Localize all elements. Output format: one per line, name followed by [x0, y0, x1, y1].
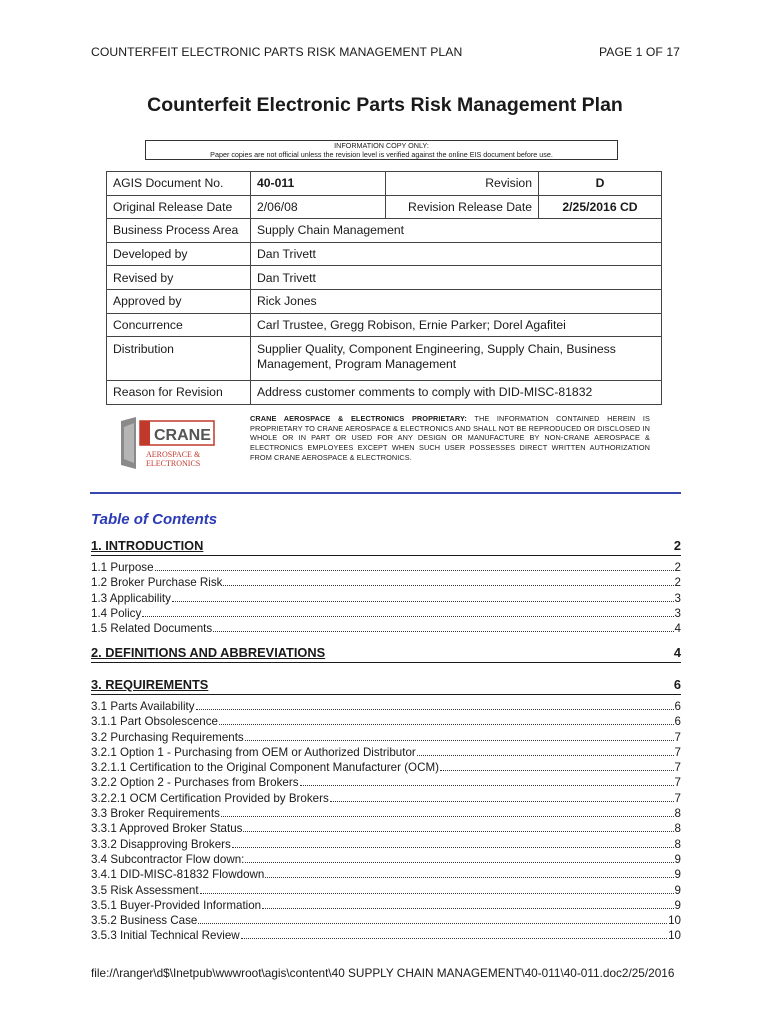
toc-entry-page: 9 [674, 898, 681, 912]
release-date-value: 2/06/08 [251, 195, 386, 219]
toc-entry[interactable] [91, 775, 681, 790]
release-date-label: Original Release Date [107, 195, 251, 219]
toc-entry[interactable] [91, 928, 681, 943]
table-row [107, 172, 662, 196]
reason-label: Reason for Revision [107, 381, 251, 405]
toc-leader-dots [213, 622, 673, 632]
toc-entry-label: 3.5 Risk Assessment [91, 883, 199, 897]
toc-entry-page: 7 [674, 791, 681, 805]
toc-entry-page: 7 [674, 745, 681, 759]
toc-entry-label: 3.2.1.1 Certification to the Original Component Manufacturer (OCM) [91, 761, 439, 775]
toc-entry-label: 3.5.3 Initial Technical Review [91, 929, 240, 943]
toc-leader-dots [142, 607, 673, 617]
table-row [107, 195, 662, 219]
concurrence-value: Carl Trustee, Gregg Robison, Ernie Parker; Dorel Agafitei [251, 313, 662, 337]
toc-entry-page: 10 [668, 914, 681, 928]
notice-text: Paper copies are not official unless the revision level is verified against the online EIS document before use. [210, 149, 553, 159]
approved-by-label: Approved by [107, 289, 251, 313]
information-copy-notice [145, 140, 618, 160]
toc-entry[interactable] [91, 913, 681, 928]
toc-leader-dots [262, 899, 673, 909]
divider [91, 662, 681, 663]
toc-leader-dots [223, 576, 673, 586]
toc-entry-label: 3.2.1 Option 1 - Purchasing from OEM or Authorized Distributor [91, 745, 416, 759]
toc-entry-page: 2 [674, 561, 681, 574]
logo-sub2: ELECTRONICS [146, 459, 201, 468]
toc-leader-dots [196, 700, 674, 710]
toc-entry-label: 3.5.2 Business Case [91, 914, 198, 928]
toc-leader-dots [200, 884, 674, 894]
toc-entry-page: 4 [674, 622, 681, 636]
toc-entry-page: 3 [674, 591, 681, 605]
toc-entry-label: 3.3.1 Approved Broker Status [91, 822, 243, 836]
toc-entry[interactable] [91, 760, 681, 775]
toc-entry-label: 3.3 Broker Requirements [91, 807, 220, 821]
concurrence-label: Concurrence [107, 313, 251, 337]
toc-entry[interactable] [91, 606, 681, 621]
toc-entry-page: 8 [674, 837, 681, 851]
toc-leader-dots [172, 592, 674, 602]
toc-section-label: 2. DEFINITIONS AND ABBREVIATIONS [91, 645, 326, 660]
page-number: PAGE 1 OF 17 [599, 45, 680, 59]
toc-entry-page: 3 [674, 606, 681, 620]
toc-entry[interactable] [91, 898, 681, 913]
toc-leader-dots [245, 731, 674, 741]
table-row [107, 242, 662, 266]
toc-entry-page: 7 [674, 730, 681, 744]
toc-entry-label: 1.3 Applicability [91, 591, 171, 605]
proprietary-notice [250, 414, 650, 463]
toc-list-requirements [91, 699, 681, 944]
table-row [107, 381, 662, 405]
toc-entry[interactable] [91, 575, 681, 590]
toc-leader-dots [417, 746, 674, 756]
toc-leader-dots [330, 792, 674, 802]
divider [90, 492, 681, 494]
toc-leader-dots [243, 822, 673, 832]
logo-wordmark: CRANE [154, 427, 211, 444]
running-header-title: COUNTERFEIT ELECTRONIC PARTS RISK MANAGEMENT PLAN [91, 45, 463, 59]
toc-entry[interactable] [91, 591, 681, 606]
toc-section-page: 4 [673, 645, 681, 660]
toc-entry-label: 3.1 Parts Availability [91, 700, 195, 713]
toc-leader-dots [241, 929, 667, 939]
toc-entry-page: 8 [674, 822, 681, 836]
toc-entry[interactable] [91, 821, 681, 836]
logo-sub1: AEROSPACE & [146, 450, 201, 459]
divider [91, 694, 681, 695]
toc-leader-dots [221, 807, 674, 817]
toc-entry-page: 8 [674, 807, 681, 821]
toc-entry-label: 3.4 Subcontractor Flow down: [91, 852, 245, 866]
toc-section-definitions[interactable] [91, 645, 681, 663]
toc-entry-label: 3.5.1 Buyer-Provided Information [91, 898, 262, 912]
toc-entry[interactable] [91, 699, 681, 714]
table-row [107, 219, 662, 243]
toc-entry[interactable] [91, 867, 681, 882]
toc-entry-page: 9 [674, 868, 681, 882]
table-row [107, 289, 662, 313]
document-title: Counterfeit Electronic Parts Risk Management Plan [147, 94, 623, 116]
toc-entry-page: 2 [674, 576, 681, 590]
reason-value: Address customer comments to comply with DID-MISC-81832 [251, 381, 662, 405]
crane-logo [118, 415, 228, 471]
revision-value: D [539, 172, 662, 196]
toc-leader-dots [440, 761, 674, 771]
doc-no-value: 40-011 [251, 172, 386, 196]
toc-entry-page: 7 [674, 761, 681, 775]
toc-entry-page: 6 [674, 715, 681, 729]
toc-section-label: 3. REQUIREMENTS [91, 677, 209, 692]
toc-entry[interactable] [91, 852, 681, 867]
toc-section-page: 2 [673, 538, 681, 553]
table-row [107, 313, 662, 337]
toc-entry[interactable] [91, 883, 681, 898]
toc-entry-label: 3.1.1 Part Obsolescence [91, 715, 218, 729]
toc-entry[interactable] [91, 791, 681, 806]
toc-leader-dots [155, 561, 674, 571]
toc-entry[interactable] [91, 714, 681, 729]
revised-by-value: Dan Trivett [251, 266, 662, 290]
toc-entry-label: 1.1 Purpose [91, 561, 154, 574]
toc-entry-page: 9 [674, 852, 681, 866]
toc-entry[interactable] [91, 730, 681, 745]
toc-entry-page: 7 [674, 776, 681, 790]
notice-heading: INFORMATION COPY ONLY: [334, 141, 429, 150]
toc-section-page: 6 [673, 677, 681, 692]
toc-entry[interactable] [91, 621, 681, 636]
bpa-label: Business Process Area [107, 219, 251, 243]
toc-leader-dots [232, 838, 674, 848]
revised-by-label: Revised by [107, 266, 251, 290]
toc-entry-label: 1.2 Broker Purchase Risk [91, 576, 223, 590]
revision-release-label: Revision Release Date [386, 195, 539, 219]
divider [91, 555, 681, 556]
toc-leader-dots [265, 868, 673, 878]
crane-logo-graphic [118, 415, 228, 471]
table-row [107, 337, 662, 381]
toc-leader-dots [245, 853, 673, 863]
table-row [107, 266, 662, 290]
proprietary-lead: CRANE AEROSPACE & ELECTRONICS PROPRIETARY: [250, 414, 467, 423]
toc-leader-dots [219, 715, 674, 725]
doc-no-label: AGIS Document No. [107, 172, 251, 196]
toc-list-introduction [91, 560, 681, 636]
toc-entry-page: 6 [674, 700, 681, 713]
toc-entry[interactable] [91, 745, 681, 760]
approved-by-value: Rick Jones [251, 289, 662, 313]
file-path-footer: file://\ranger\d$\Inetpub\wwwroot\agis\content\40 SUPPLY CHAIN MANAGEMENT\40-011\40-011.doc2/25/2016 [91, 966, 675, 980]
toc-entry-page: 9 [674, 883, 681, 897]
toc-entry[interactable] [91, 806, 681, 821]
developed-by-value: Dan Trivett [251, 242, 662, 266]
distribution-label: Distribution [107, 337, 251, 381]
toc-entry-label: 1.5 Related Documents [91, 622, 213, 636]
document-metadata-table [106, 171, 662, 405]
toc-leader-dots [300, 776, 674, 786]
toc-entry-label: 3.4.1 DID-MISC-81832 Flowdown [91, 868, 265, 882]
toc-entry-label: 3.2.2.1 OCM Certification Provided by Brokers [91, 791, 329, 805]
toc-entry-label: 1.4 Policy [91, 606, 142, 620]
toc-section-requirements[interactable] [91, 677, 681, 695]
toc-entry-label: 3.3.2 Disapproving Brokers [91, 837, 231, 851]
toc-entry-page: 10 [668, 929, 681, 943]
toc-section-label: 1. INTRODUCTION [91, 538, 204, 553]
developed-by-label: Developed by [107, 242, 251, 266]
toc-entry[interactable] [91, 837, 681, 852]
toc-entry-label: 3.2 Purchasing Requirements [91, 730, 244, 744]
bpa-value: Supply Chain Management [251, 219, 662, 243]
toc-entry[interactable] [91, 560, 681, 575]
distribution-value: Supplier Quality, Component Engineering, Supply Chain, Business Management, Program Management [251, 337, 662, 381]
toc-leader-dots [198, 914, 667, 924]
proprietary-body: THE INFORMATION CONTAINED HEREIN IS PROPRIETARY TO CRANE AEROSPACE & ELECTRONICS AND SHALL NOT BE REPRODUCED OR DISCLOSED IN WHOLE OR IN PART OR USED FOR ANY DESIGN OR MANUFACTURE BY NON-CRANE AEROSPACE & ELECTRONICS EMPLOYEES EXCEPT WHEN SUCH USER POSSESSES DIRECT WRITTEN AUTHORIZATION FROM CRANE AEROSPACE & ELECTRONICS. [250, 414, 650, 462]
revision-label: Revision [386, 172, 539, 196]
toc-section-introduction[interactable] [91, 538, 681, 556]
toc-title: Table of Contents [91, 511, 218, 528]
toc-entry-label: 3.2.2 Option 2 - Purchases from Brokers [91, 776, 299, 790]
revision-release-value: 2/25/2016 CD [539, 195, 662, 219]
